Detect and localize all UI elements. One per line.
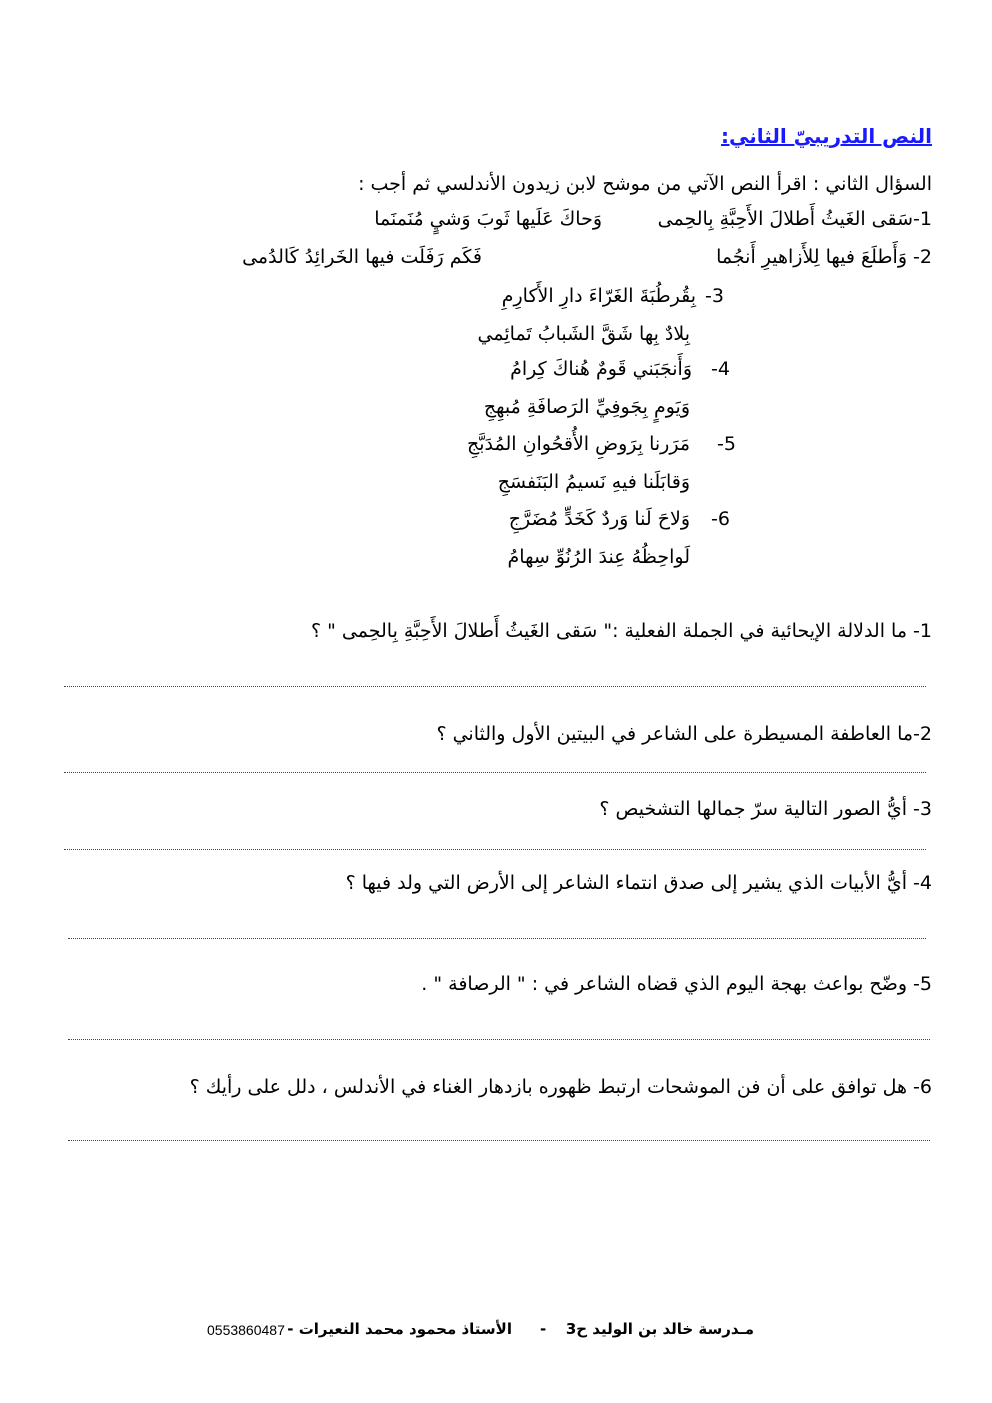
poem-verse-1a: 1-سَقى الغَيثُ أَطلالَ الأَحِبَّةِ بِالحِمى (657, 208, 932, 230)
footer-phone: 0553860487 (207, 1322, 285, 1338)
question-1: 1- ما الدلالة الإيحائية في الجملة الفعلية :" سَقى الغَيثُ أَطلالَ الأَحِبَّةِ بِالحِمى " ؟ (311, 620, 932, 642)
page-title: النص التدريبيّ الثاني: (720, 124, 932, 148)
question-2: 2-ما العاطفة المسيطرة على الشاعر في البيتين الأول والثاني ؟ (436, 723, 932, 745)
footer-teacher: الأستاذ محمود محمد النعيرات - (287, 1320, 512, 1338)
poem-number-5: 5- (717, 433, 736, 455)
answer-line-1[interactable] (64, 686, 926, 687)
poem-verse-4b: وَيَومٍ بِجَوفِيِّ الرَصافَةِ مُبهِجِ (483, 396, 690, 418)
poem-verse-6b: لَواحِظُهُ عِندَ الرُنُوِّ سِهامُ (507, 546, 690, 568)
question-6: 6- هل توافق على أن فن الموشحات ارتبط ظهوره بازدهار الغناء في الأندلس ، دلل على رأيك ؟ (189, 1076, 932, 1098)
poem-verse-3a: بِقُرطُبَةَ الغَرّاءَ دارِ الأَكارِمِ (501, 285, 696, 307)
poem-number-4: 4- (711, 358, 730, 380)
question-4: 4- أيُّ الأبيات الذي يشير إلى صدق انتماء الشاعر إلى الأرض التي ولد فيها ؟ (345, 872, 932, 894)
answer-line-4[interactable] (68, 938, 926, 939)
answer-line-5[interactable] (68, 1039, 930, 1040)
answer-line-3[interactable] (64, 849, 926, 850)
poem-verse-2a: 2- وَأَطلَعَ فيها لِلأَزاهيرِ أَنجُما (716, 246, 932, 268)
answer-line-6[interactable] (68, 1140, 930, 1141)
footer-school: مـدرسة خالد بن الوليد ح3 (565, 1320, 754, 1338)
poem-verse-1b: وَحاكَ عَلَيها ثَوبَ وَشيٍ مُنَمنَما (374, 208, 602, 230)
poem-number-3: 3- (705, 285, 724, 307)
poem-verse-3b: بِلادٌ بِها شَقَّ الشَبابُ تَمائِمي (477, 323, 690, 345)
poem-verse-5a: مَرَرنا بِرَوضِ الأُقحُوانِ المُدَبَّجِ (466, 433, 690, 455)
answer-line-2[interactable] (64, 772, 926, 773)
poem-verse-6a: وَلاحَ لَنا وَردٌ كَخَدٍّ مُضَرَّجِ (508, 508, 690, 530)
poem-verse-2b: فَكَم رَفَلَت فيها الخَرائِدُ كَالدُمى (242, 246, 482, 268)
instructions: السؤال الثاني : اقرأ النص الآتي من موشح لابن زيدون الأندلسي ثم أجب : (358, 173, 932, 195)
footer-separator: - (540, 1320, 547, 1338)
poem-verse-4a: وَأَنجَبَني قَومٌ هُناكَ كِرامُ (510, 358, 692, 380)
question-5: 5- وضّح بواعث بهجة اليوم الذي قضاه الشاعر في : " الرصافة " . (421, 973, 932, 995)
question-3: 3- أيُّ الصور التالية سرّ جمالها التشخيص ؟ (599, 798, 932, 820)
poem-verse-5b: وَقابَلَنا فيهِ نَسيمُ البَنَفسَجِ (497, 471, 690, 493)
poem-number-6: 6- (711, 508, 730, 530)
